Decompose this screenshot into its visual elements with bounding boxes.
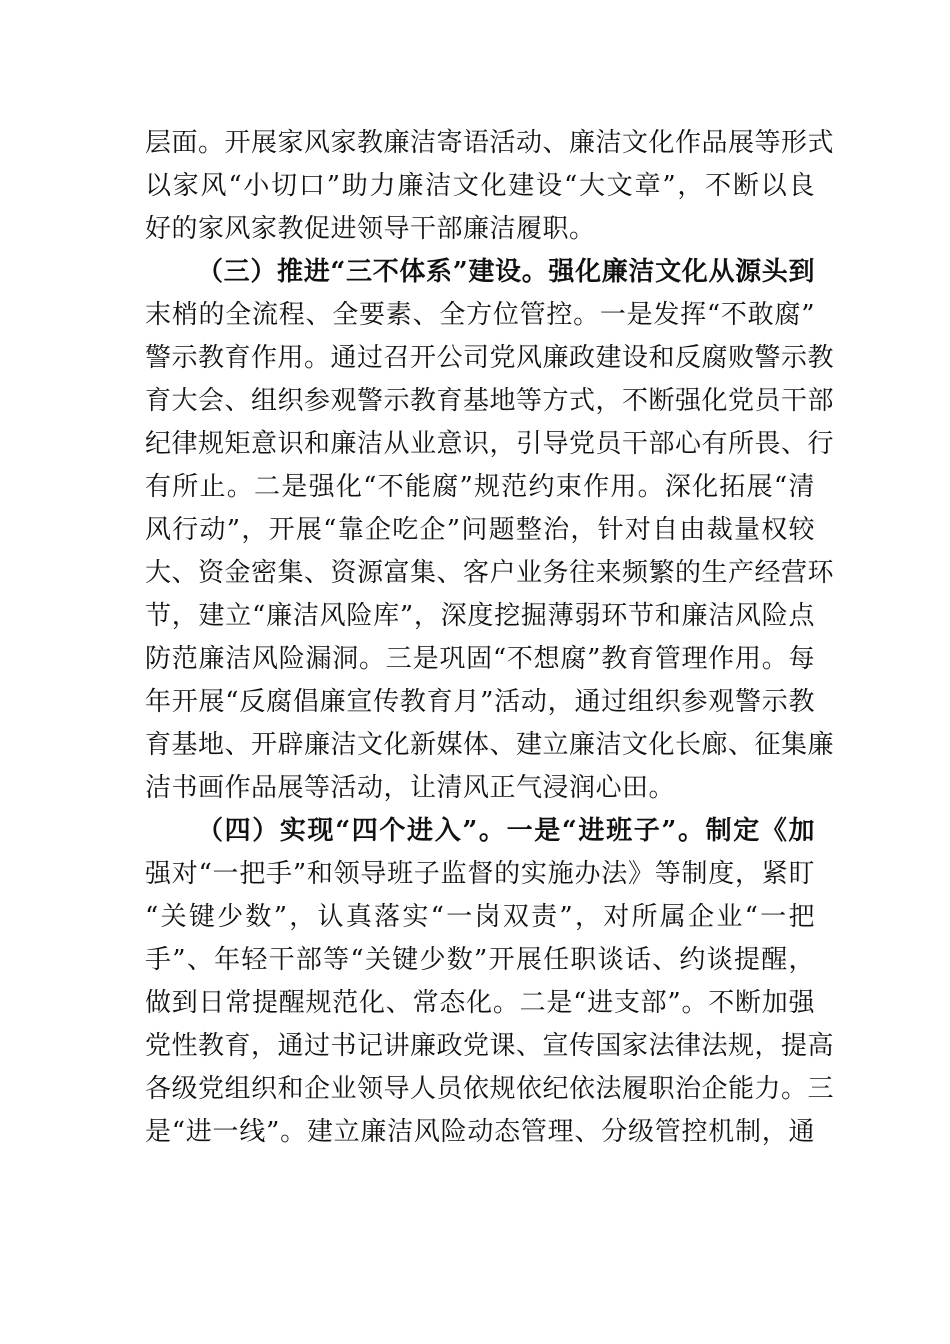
section-heading-4: （四）实现“四个进入”。一是“进班子”。制定《加 bbox=[197, 816, 815, 846]
text-line: 防范廉洁风险漏洞。三是巩固“不想腐”教育管理作用。每 bbox=[145, 644, 815, 674]
text-line: 强对“一把手”和领导班子监督的实施办法》等制度，紧盯 bbox=[145, 859, 815, 889]
text-line: 手”、年轻干部等“关键少数”开展任职谈话、约谈提醒， bbox=[145, 945, 815, 975]
text-line: 年开展“反腐倡廉宣传教育月”活动，通过组织参观警示教 bbox=[145, 687, 815, 717]
text-line: 洁书画作品展等活动，让清风正气浸润心田。 bbox=[145, 773, 676, 803]
section-heading-3: （三）推进“三不体系”建设。强化廉洁文化从源头到 bbox=[197, 257, 815, 287]
text-line: 做到日常提醒规范化、常态化。二是“进支部”。不断加强 bbox=[145, 988, 815, 1018]
text-line: 警示教育作用。通过召开公司党风廉政建设和反腐败警示教 bbox=[145, 343, 835, 373]
text-line: “关键少数”，认真落实“一岗双责”，对所属企业“一把 bbox=[145, 902, 815, 932]
text-line: 以家风“小切口”助力廉洁文化建设“大文章”，不断以良 bbox=[145, 171, 815, 201]
text-line: 有所止。二是强化“不能腐”规范约束作用。深化拓展“清 bbox=[145, 472, 815, 502]
text-line: 纪律规矩意识和廉洁从业意识，引导党员干部心有所畏、行 bbox=[145, 429, 835, 459]
text-line: 层面。开展家风家教廉洁寄语活动、廉洁文化作品展等形式 bbox=[145, 128, 835, 158]
text-line: 大、资金密集、资源富集、客户业务往来频繁的生产经营环 bbox=[145, 558, 835, 588]
text-line: 风行动”，开展“靠企吃企”问题整治，针对自由裁量权较 bbox=[145, 515, 815, 545]
text-line: 好的家风家教促进领导干部廉洁履职。 bbox=[145, 214, 596, 244]
text-line: 各级党组织和企业领导人员依规依纪依法履职治企能力。三 bbox=[145, 1074, 835, 1104]
text-line: 党性教育，通过书记讲廉政党课、宣传国家法律法规，提高 bbox=[145, 1031, 835, 1061]
text-line: 节，建立“廉洁风险库”，深度挖掘薄弱环节和廉洁风险点 bbox=[145, 601, 815, 631]
text-line: 育大会、组织参观警示教育基地等方式，不断强化党员干部 bbox=[145, 386, 835, 416]
text-line: 末梢的全流程、全要素、全方位管控。一是发挥“不敢腐” bbox=[145, 300, 815, 330]
text-line: 是“进一线”。建立廉洁风险动态管理、分级管控机制，通 bbox=[145, 1117, 815, 1147]
text-line: 育基地、开辟廉洁文化新媒体、建立廉洁文化长廊、征集廉 bbox=[145, 730, 835, 760]
